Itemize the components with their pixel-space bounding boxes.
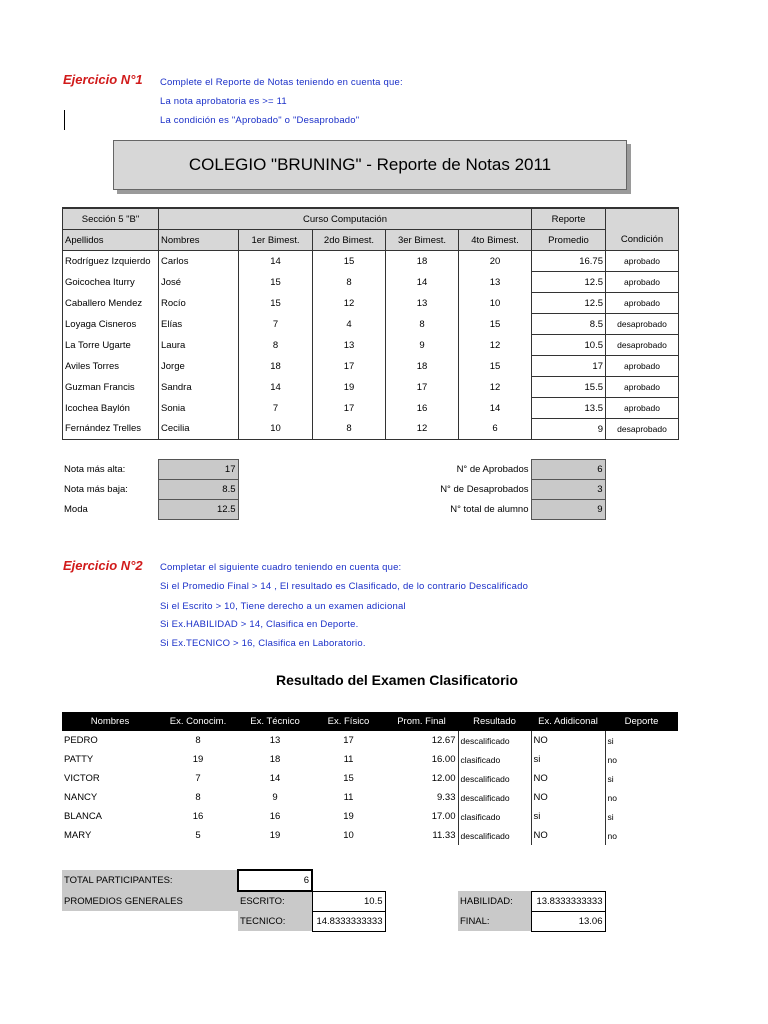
- cell-con: 8: [195, 735, 201, 746]
- cell-adic: si: [531, 750, 605, 769]
- cell-res: descalificado: [458, 769, 531, 788]
- col-condicion: Condición: [606, 230, 679, 251]
- table-row: [62, 788, 678, 807]
- total-alumnos-value: 9: [531, 500, 605, 520]
- aprobados-label: N° de Aprobados: [456, 464, 529, 475]
- cell-cond: aprobado: [606, 251, 679, 272]
- cell-nombre: Rocío: [159, 293, 239, 314]
- cell-cond: aprobado: [606, 272, 679, 293]
- cell-nombre: BLANCA: [64, 811, 103, 822]
- cell-adic: NO: [531, 788, 605, 807]
- stats-left: [62, 459, 239, 520]
- cell-adic: NO: [531, 769, 605, 788]
- cell-tec: 16: [269, 811, 281, 822]
- cell-con: 8: [195, 792, 201, 803]
- cell-prom: 17.00: [431, 811, 456, 822]
- cell-tec: 18: [269, 754, 281, 765]
- col-b3: 3er Bimest.: [386, 230, 459, 251]
- cell-b3: 16: [386, 398, 459, 419]
- table-row: [62, 807, 678, 826]
- col-b2: 2do Bimest.: [313, 230, 386, 251]
- cell-b2: 17: [313, 398, 386, 419]
- table-row: [62, 731, 678, 750]
- cell-b3: 12: [386, 419, 459, 440]
- ej1-instruction-1: Complete el Reporte de Notas teniendo en cuenta que:: [160, 77, 403, 88]
- final-value: 13.06: [531, 911, 605, 931]
- cell-nombre: Elías: [159, 314, 239, 335]
- total-participantes-value: 6: [238, 870, 312, 891]
- cell-prom: 15.5: [532, 377, 606, 398]
- cell-b1: 18: [239, 356, 313, 377]
- exam-col-conocim: Ex. Conocim.: [158, 712, 238, 731]
- cell-nombre: VICTOR: [64, 773, 100, 784]
- cell-res: descalificado: [458, 826, 531, 845]
- exam-table: [62, 712, 678, 845]
- totals-table: [62, 869, 606, 932]
- cell-b4: 10: [459, 293, 532, 314]
- cell-prom: 10.5: [532, 335, 606, 356]
- cell-b2: 19: [313, 377, 386, 398]
- cell-res: clasificado: [458, 807, 531, 826]
- cell-b1: 8: [239, 335, 313, 356]
- cell-prom: 9: [532, 419, 606, 440]
- table-row: [62, 769, 678, 788]
- exam-col-tecnico: Ex. Técnico: [238, 712, 312, 731]
- cell-fis: 11: [343, 792, 354, 803]
- cell-nombre: Laura: [159, 335, 239, 356]
- tecnico-label: TECNICO:: [238, 911, 312, 931]
- cell-b2: 13: [313, 335, 386, 356]
- report-banner: [113, 140, 627, 190]
- cell-adic: si: [531, 807, 605, 826]
- cell-tec: 9: [272, 792, 278, 803]
- cell-b4: 13: [459, 272, 532, 293]
- col-apellidos: Apellidos: [63, 230, 159, 251]
- cell-b1: 14: [239, 377, 313, 398]
- exam-col-prom: Prom. Final: [385, 712, 458, 731]
- desaprobados-label: N° de Desaprobados: [440, 484, 529, 495]
- cell-tec: 19: [269, 830, 281, 841]
- ej2-instruction-5: Si Ex.TECNICO > 16, Clasifica en Laboratorio.: [160, 638, 366, 649]
- nota-alta-value: 17: [158, 460, 238, 480]
- table-row: [63, 251, 679, 272]
- cell-nombre: PATTY: [64, 754, 94, 765]
- habilidad-label: HABILIDAD:: [458, 891, 531, 911]
- cell-b4: 15: [459, 356, 532, 377]
- cell-prom: 12.00: [431, 773, 456, 784]
- course-label: Curso Computación: [159, 208, 532, 230]
- report-table: [62, 207, 679, 440]
- cell-b2: 15: [313, 251, 386, 272]
- cell-fis: 15: [343, 773, 354, 784]
- cell-nombre: Sonia: [159, 398, 239, 419]
- cell-b4: 15: [459, 314, 532, 335]
- cell-prom: 16.75: [532, 251, 606, 272]
- cell-apellidos: Loyaga Cisneros: [63, 314, 159, 335]
- cell-apellidos: La Torre Ugarte: [63, 335, 159, 356]
- ej2-instruction-1: Completar el siguiente cuadro teniendo en cuenta que:: [160, 562, 402, 573]
- ej2-instruction-2: Si el Promedio Final > 14 , El resultado es Clasificado, de lo contrario Descalificado: [160, 581, 529, 592]
- total-participantes-label: TOTAL PARTICIPANTES:: [62, 870, 238, 891]
- ej1-instruction-2: La nota aprobatoria es >= 11: [160, 96, 287, 107]
- cell-nombre: PEDRO: [64, 735, 98, 746]
- cell-tec: 13: [269, 735, 281, 746]
- aprobados-value: 6: [531, 460, 605, 480]
- cell-b2: 17: [313, 356, 386, 377]
- cell-apellidos: Aviles Torres: [63, 356, 159, 377]
- cell-prom: 13.5: [532, 398, 606, 419]
- habilidad-value: 13.8333333333: [531, 891, 605, 911]
- nota-baja-value: 8.5: [158, 480, 238, 500]
- cell-apellidos: Icochea Baylón: [63, 398, 159, 419]
- text-cursor: [64, 110, 65, 130]
- col-b1: 1er Bimest.: [239, 230, 313, 251]
- exam-col-adicional: Ex. Adidiconal: [531, 712, 605, 731]
- cell-prom: 16.00: [431, 754, 456, 765]
- cell-cond: desaprobado: [606, 335, 679, 356]
- cell-dep: si: [605, 807, 678, 826]
- cell-b4: 14: [459, 398, 532, 419]
- cell-b2: 4: [313, 314, 386, 335]
- final-label: FINAL:: [458, 911, 531, 931]
- cell-b1: 14: [239, 251, 313, 272]
- exam-col-resultado: Resultado: [458, 712, 531, 731]
- cell-apellidos: Rodríguez Izquierdo: [63, 251, 159, 272]
- cell-con: 19: [192, 754, 204, 765]
- ej2-instruction-4: Si Ex.HABILIDAD > 14, Clasifica en Deporte.: [160, 619, 359, 630]
- cell-con: 16: [192, 811, 204, 822]
- cell-apellidos: Caballero Mendez: [63, 293, 159, 314]
- cell-b3: 13: [386, 293, 459, 314]
- cell-tec: 14: [269, 773, 281, 784]
- nota-alta-label: Nota más alta:: [64, 464, 126, 475]
- cell-con: 5: [195, 830, 201, 841]
- cell-b4: 12: [459, 335, 532, 356]
- cell-b1: 10: [239, 419, 313, 440]
- cell-b2: 8: [313, 419, 386, 440]
- table-row: [63, 356, 679, 377]
- cell-nombre: José: [159, 272, 239, 293]
- escrito-label: ESCRITO:: [238, 891, 312, 911]
- col-b4: 4to Bimest.: [459, 230, 532, 251]
- cell-nombre: Sandra: [159, 377, 239, 398]
- col-promedio: Promedio: [532, 230, 606, 251]
- cell-nombre: MARY: [64, 830, 92, 841]
- col-nombres: Nombres: [159, 230, 239, 251]
- section-label: Sección 5 "B": [63, 208, 159, 230]
- cell-fis: 11: [343, 754, 354, 765]
- cell-fis: 19: [343, 811, 354, 822]
- cell-dep: si: [605, 731, 678, 750]
- table-row: [62, 750, 678, 769]
- cell-apellidos: Fernández Trelles: [63, 419, 159, 440]
- cell-res: descalificado: [458, 788, 531, 807]
- cell-prom: 12.67: [431, 735, 456, 746]
- cell-dep: si: [605, 769, 678, 788]
- report-label: Reporte: [532, 208, 606, 230]
- ejercicio-1-title: Ejercicio N°1: [63, 72, 143, 87]
- cell-prom: 12.5: [532, 293, 606, 314]
- table-row: [63, 419, 679, 440]
- total-alumnos-label: N° total de alumno: [450, 504, 529, 515]
- cell-b3: 9: [386, 335, 459, 356]
- ej2-instruction-3: Si el Escrito > 10, Tiene derecho a un examen adicional: [160, 601, 406, 612]
- cell-adic: NO: [531, 731, 605, 750]
- cell-cond: aprobado: [606, 398, 679, 419]
- cell-dep: no: [605, 750, 678, 769]
- cell-dep: no: [605, 788, 678, 807]
- cell-b3: 18: [386, 356, 459, 377]
- cell-fis: 10: [343, 830, 354, 841]
- cell-nombre: Carlos: [159, 251, 239, 272]
- table-row: [63, 314, 679, 335]
- cell-apellidos: Goicochea Iturry: [63, 272, 159, 293]
- cell-nombre: Cecilia: [159, 419, 239, 440]
- banner-title: COLEGIO "BRUNING" - Reporte de Notas 2011: [188, 155, 552, 174]
- cell-prom: 11.33: [432, 830, 456, 841]
- cell-con: 7: [195, 773, 201, 784]
- table-row: [62, 826, 678, 845]
- cell-res: clasificado: [458, 750, 531, 769]
- cell-prom: 8.5: [532, 314, 606, 335]
- table-row: [63, 335, 679, 356]
- table-row: [63, 272, 679, 293]
- exam-col-fisico: Ex. Físico: [312, 712, 385, 731]
- cell-b1: 7: [239, 398, 313, 419]
- cell-b3: 8: [386, 314, 459, 335]
- table-row: [63, 377, 679, 398]
- cell-nombre: NANCY: [64, 792, 98, 803]
- cell-cond: aprobado: [606, 293, 679, 314]
- cell-b1: 15: [239, 272, 313, 293]
- table-row: [63, 293, 679, 314]
- cell-cond: aprobado: [606, 377, 679, 398]
- stats-right: [390, 459, 606, 520]
- cell-res: descalificado: [458, 731, 531, 750]
- table-row: [63, 398, 679, 419]
- tecnico-value: 14.8333333333: [312, 911, 385, 931]
- cell-apellidos: Guzman Francis: [63, 377, 159, 398]
- cell-b4: 6: [459, 419, 532, 440]
- cell-cond: desaprobado: [606, 314, 679, 335]
- cell-b2: 8: [313, 272, 386, 293]
- cell-cond: aprobado: [606, 356, 679, 377]
- cell-cond: desaprobado: [606, 419, 679, 440]
- cell-b3: 18: [386, 251, 459, 272]
- cell-prom: 12.5: [532, 272, 606, 293]
- cell-prom: 9.33: [437, 792, 456, 803]
- cell-b1: 7: [239, 314, 313, 335]
- ejercicio-2-title: Ejercicio N°2: [63, 558, 143, 573]
- cell-nombre: Jorge: [159, 356, 239, 377]
- cell-b3: 14: [386, 272, 459, 293]
- cell-b3: 17: [386, 377, 459, 398]
- exam-title: Resultado del Examen Clasificatorio: [276, 672, 518, 688]
- cell-fis: 17: [343, 735, 354, 746]
- cell-b2: 12: [313, 293, 386, 314]
- cell-prom: 17: [532, 356, 606, 377]
- moda-value: 12.5: [158, 500, 238, 520]
- cell-adic: NO: [531, 826, 605, 845]
- escrito-value: 10.5: [312, 891, 385, 911]
- cell-b4: 20: [459, 251, 532, 272]
- promedios-generales-label: PROMEDIOS GENERALES: [62, 891, 238, 911]
- cell-b4: 12: [459, 377, 532, 398]
- exam-col-nombres: Nombres: [62, 712, 158, 731]
- cell-b1: 15: [239, 293, 313, 314]
- cell-dep: no: [605, 826, 678, 845]
- exam-col-deporte: Deporte: [605, 712, 678, 731]
- nota-baja-label: Nota más baja:: [64, 484, 128, 495]
- moda-label: Moda: [64, 504, 88, 515]
- ej1-instruction-3: La condición es "Aprobado" o "Desaprobado": [160, 115, 360, 126]
- desaprobados-value: 3: [531, 480, 605, 500]
